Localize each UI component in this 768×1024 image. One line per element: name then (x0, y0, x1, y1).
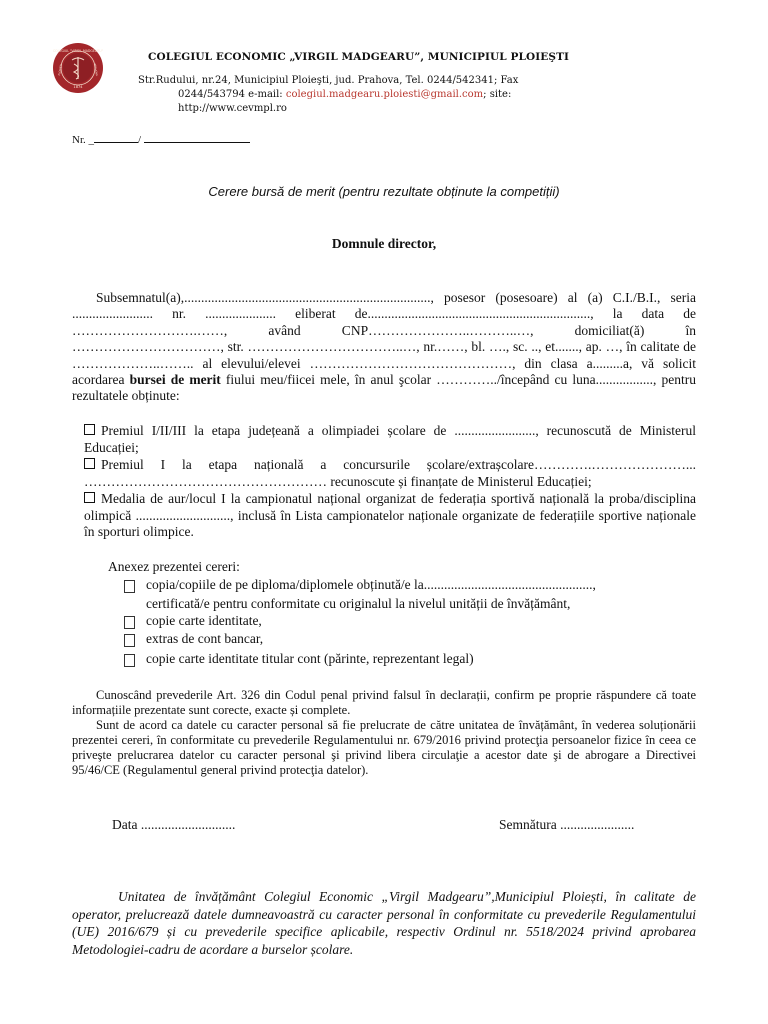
email-link[interactable]: colegiul.madgearu.ploiesti@gmail.com (285, 89, 484, 100)
option-sport-medal (84, 491, 696, 541)
date-field: Data ............................ (112, 817, 236, 832)
annex-heading: Anexez prezentei cereri: (108, 559, 240, 574)
data-protection-text: Unitatea de învățământ Colegiul Economic „Virgil Madgearu”,Municipiul Ploiești, în calitate de operator, prelucrează datele dumneavoastră cu caracter personal în conformitate cu prevederile Regulamentului (UE) 2016/679 și cu prevederile specifice aplicabile, respectiv Ordinul nr. 5518/2024 privind aprobarea Metodologiei-cadru de acordare a burselor școlare. (72, 889, 696, 957)
annex-item: copie carte identitate, (146, 613, 262, 628)
annex-item: copie carte identitate titular cont (părinte, reprezentant legal) (146, 651, 474, 666)
annex-checkbox[interactable] (124, 580, 135, 593)
seal-name-text: COLEGIUL "VIRGIL MADGEARU" (52, 49, 104, 53)
seal-right-text: PRAHOVA (92, 63, 99, 77)
registration-number-blank (94, 132, 138, 143)
annex-checkbox[interactable] (124, 654, 135, 667)
request-text-part2: fiului meu/fiicei mele, în anul şcolar …………../începând cu luna................., pentru rezultatele obținute: (72, 372, 696, 404)
option-text: Premiul I/II/III la etapa județeană a olimpiadei școlare de ........................, recunoscută de Ministerul Educației; (84, 423, 696, 455)
salutation: Domnule director, (331, 236, 437, 251)
annex-checkbox[interactable] (124, 634, 135, 647)
school-seal-logo (52, 42, 104, 94)
option-national-contest (84, 457, 696, 490)
penal-code-statement: Cunoscând prevederile Art. 326 din Codul penal privind falsul în declarații, confirm pe proprie răspundere că toate informațiile prezentate sunt corecte, exacte și complete. (72, 688, 696, 717)
address-line-2-prefix: 0244/543794 e-mail: (178, 89, 286, 100)
seal-year-text: 1874 (73, 85, 83, 89)
option-checkbox[interactable] (84, 492, 95, 503)
website-link[interactable]: http://www.cevmpl.ro (178, 103, 287, 114)
annex-item: extras de cont bancar, (146, 631, 264, 646)
option-checkbox[interactable] (84, 458, 95, 469)
request-text-bold: bursei de merit (129, 372, 221, 388)
request-paragraph (72, 290, 696, 405)
document-title: Cerere bursă de merit (pentru rezultate obținute la competiții) (208, 184, 560, 199)
school-name-heading: COLEGIUL ECONOMIC „VIRGIL MADGEARU”, MUNICIPIUL PLOIEŞTI (148, 51, 569, 63)
option-text: Medalia de aur/locul I la campionatul național organizat de federația sportivă națională la proba/disciplina olimpică ............................, inclusă în Lista campionatelor naționale organizate de federațiile sportive naționale în sporturi olimpice. (84, 491, 696, 540)
data-protection-note (72, 888, 696, 958)
registration-date-blank (144, 132, 250, 143)
legal-statements (72, 688, 696, 778)
address-line-2-suffix: ; site: (483, 89, 512, 100)
annex-item: copia/copiile de pe diploma/diplomele obținută/e la.................................................., (146, 577, 596, 592)
address-line-1: Str.Rudului, nr.24, Municipiul Ploieşti, jud. Prahova, Tel. 0244/542341; Fax (138, 75, 519, 86)
registration-prefix: Nr. _ (72, 134, 94, 146)
registration-separator: / (138, 134, 142, 146)
signature-field: Semnătura ...................... (499, 817, 635, 832)
school-address (136, 74, 596, 116)
annex-checkbox[interactable] (124, 616, 135, 629)
seal-left-text: PLOIEŞTI (58, 64, 63, 76)
registration-number (72, 132, 250, 146)
annex-item: certificată/e pentru conformitate cu originalul la nivelul unității de învățământ, (146, 596, 571, 611)
option-text: Premiul I la etapa națională a concursurile școlare/extrașcolare………….…………………... ……………………………………………… recunoscute și finanțate de Ministerul Educației; (84, 457, 696, 489)
option-county-olympiad (84, 423, 696, 456)
gdpr-consent-statement: Sunt de acord ca datele cu caracter personal să fie prelucrate de către unitatea de învățământ, în vederea soluționării prezentei cereri, în conformitate cu prevederile Regulamentului nr. 679/2016 privind protecţia persoanelor fizice în ceea ce priveşte prelucrarea datelor cu caracter personal şi privind libera circulaţie a acestor date şi de abrogare a Directivei 95/46/CE (Regulamentul general privind protecţia datelor). (72, 718, 696, 777)
request-text-part1: Subsemnatul(a),........................................................................., posesor (posesoare) al (a) C.I./B.I., seria ........................ nr. ..................... eliberat de.................................................................., la data de ……………………….……, având CNP…………………..………..…, domiciliat(ă) în ……………………………, str. ……………………………..…, nr.……, bl. …., sc. .., et......., ap. …, în calitate de ………………..…….. al elevului/elevei ………………………………………, din clasa a.........a, vă solicit acordarea (72, 290, 696, 388)
option-checkbox[interactable] (84, 424, 95, 435)
address-line-2 (136, 88, 596, 102)
